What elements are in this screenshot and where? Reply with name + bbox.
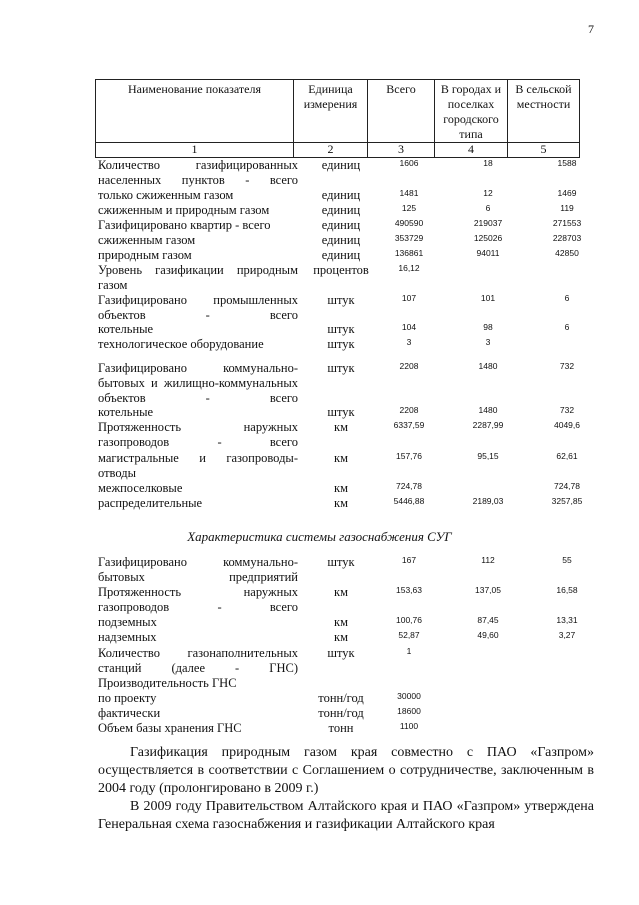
row-label: Протяженность наружных газопроводов - всего <box>98 420 298 449</box>
value-total: 724,78 <box>396 481 422 491</box>
row-label: межпоселковые <box>98 481 183 495</box>
row-label: Производительность ГНС <box>98 676 237 690</box>
row-unit: штук <box>327 555 355 569</box>
value-urban: 12 <box>483 188 493 198</box>
value-total: 107 <box>401 293 417 303</box>
row-unit: штук <box>327 293 355 307</box>
value-total: 136861 <box>394 248 424 258</box>
row-unit: км <box>334 481 348 495</box>
value-urban: 112 <box>481 555 495 565</box>
value-total: 1606 <box>399 158 419 168</box>
value-urban: 87,45 <box>477 615 499 625</box>
row-label: природным газом <box>98 248 192 262</box>
value-rural: 55 <box>562 555 572 565</box>
row-unit: штук <box>327 322 355 336</box>
value-total: 6337,59 <box>393 420 425 430</box>
header-urban: В городах и поселках городского типа <box>435 80 508 143</box>
value-total: 18600 <box>397 706 421 716</box>
value-urban: 137,05 <box>475 585 501 595</box>
value-urban: 101 <box>480 293 496 303</box>
row-label: Газифицировано коммунально-бытовых предприятий <box>98 555 298 584</box>
value-rural: 732 <box>559 405 575 415</box>
value-total: 52,87 <box>398 630 420 640</box>
row-unit: км <box>334 451 348 465</box>
value-rural: 16,58 <box>556 585 578 595</box>
row-label: Газифицировано коммунально-бытовых и жилищно-коммунальных объектов - всего <box>98 361 298 405</box>
value-total: 16,12 <box>398 263 420 273</box>
value-urban: 94011 <box>476 248 500 258</box>
header-indicator-name: Наименование показателя <box>96 80 294 143</box>
value-urban: 3 <box>485 337 491 347</box>
row-label: фактически <box>98 706 161 720</box>
value-rural: 6 <box>564 293 570 303</box>
row-unit: км <box>334 585 348 599</box>
row-label: Протяженность наружных газопроводов - всего <box>98 585 298 614</box>
value-urban: 49,60 <box>477 630 499 640</box>
value-urban: 219037 <box>473 218 503 228</box>
row-unit: тонн/год <box>318 706 364 720</box>
header-number-3: 3 <box>368 143 435 158</box>
value-urban: 18 <box>483 158 493 168</box>
value-total: 153,63 <box>396 585 422 595</box>
value-rural: 42850 <box>555 248 579 258</box>
value-total: 100,76 <box>396 615 422 625</box>
row-unit: единиц <box>321 233 361 247</box>
paragraph: В 2009 году Правительством Алтайского края и ПАО «Газпром» утверждена Генеральная схема газоснабжения и газификации Алтайского края <box>98 799 594 832</box>
row-label: распределительные <box>98 496 203 510</box>
value-total: 1100 <box>399 721 419 731</box>
value-total: 104 <box>401 322 417 332</box>
row-label: котельные <box>98 405 154 419</box>
row-unit: единиц <box>321 158 361 172</box>
row-label: Газифицировано промышленных объектов - всего <box>98 293 298 322</box>
row-unit: км <box>334 630 348 644</box>
value-rural: 732 <box>559 361 575 371</box>
header-number-5: 5 <box>508 143 580 158</box>
row-unit: тонн <box>328 721 354 735</box>
row-unit: км <box>334 615 348 629</box>
paragraph: Газификация природным газом края совместно с ПАО «Газпром» осуществляется в соответствии с Соглашением о сотрудничестве, заключенным в 2004 году (пролонгировано в 2009 г.) <box>98 745 594 796</box>
row-unit: единиц <box>321 248 361 262</box>
value-rural: 62,61 <box>556 451 578 461</box>
value-total: 3 <box>406 337 412 347</box>
row-label: Количество газонаполнительных станций (далее - ГНС) <box>98 646 298 675</box>
value-urban: 2287,99 <box>472 420 504 430</box>
page-number: 7 <box>588 22 594 36</box>
row-unit: тонн/год <box>318 691 364 705</box>
row-label: сжиженным и природным газом <box>98 203 270 217</box>
row-unit: единиц <box>321 218 361 232</box>
row-unit: штук <box>327 361 355 375</box>
header-unit: Единица измерения <box>294 80 368 143</box>
row-unit: единиц <box>321 188 361 202</box>
row-label: магистральные и газопроводы-отводы <box>98 451 298 480</box>
row-label: Газифицировано квартир - всего <box>98 218 271 232</box>
value-urban: 2189,03 <box>472 496 504 506</box>
row-label: Объем базы хранения ГНС <box>98 721 242 735</box>
value-total: 2208 <box>399 361 419 371</box>
value-total: 30000 <box>397 691 421 701</box>
row-label: Уровень газификации природным газом <box>98 263 298 292</box>
row-unit: км <box>334 496 348 510</box>
value-urban: 1480 <box>478 361 498 371</box>
header-number-2: 2 <box>294 143 368 158</box>
value-total: 157,76 <box>396 451 422 461</box>
row-label: технологическое оборудование <box>98 337 264 351</box>
row-label: надземных <box>98 630 157 644</box>
header-number-1: 1 <box>96 143 294 158</box>
row-label: сжиженным газом <box>98 233 196 247</box>
value-total: 167 <box>401 555 417 565</box>
value-rural: 1469 <box>557 188 577 198</box>
row-unit: км <box>334 420 348 434</box>
value-urban: 95,15 <box>477 451 499 461</box>
value-total: 490590 <box>394 218 424 228</box>
header-rural: В сельской местности <box>508 80 580 143</box>
header-total: Всего <box>368 80 435 143</box>
row-unit: штук <box>327 337 355 351</box>
value-urban: 6 <box>485 203 491 213</box>
row-unit: единиц <box>321 203 361 217</box>
value-rural: 3257,85 <box>551 496 583 506</box>
row-unit: процентов <box>313 263 369 277</box>
value-rural: 271553 <box>552 218 582 228</box>
row-label: подземных <box>98 615 157 629</box>
value-total: 2208 <box>399 405 419 415</box>
value-total: 1 <box>406 646 412 656</box>
value-total: 125 <box>401 203 417 213</box>
row-label: котельные <box>98 322 154 336</box>
value-rural: 228703 <box>552 233 582 243</box>
value-rural: 4049,6 <box>554 420 580 430</box>
value-rural: 6 <box>564 322 570 332</box>
value-rural: 13,31 <box>556 615 578 625</box>
header-number-4: 4 <box>435 143 508 158</box>
value-rural: 1588 <box>557 158 577 168</box>
value-rural: 3,27 <box>558 630 576 640</box>
row-label: только сжиженным газом <box>98 188 234 202</box>
row-label: по проекту <box>98 691 157 705</box>
row-label: Количество газифицированных населенных пунктов - всего <box>98 158 298 187</box>
value-rural: 119 <box>560 203 574 213</box>
section-title: Характеристика системы газоснабжения СУГ <box>187 529 452 544</box>
value-urban: 125026 <box>473 233 503 243</box>
value-total: 353729 <box>394 233 424 243</box>
table-header <box>95 79 580 158</box>
row-unit: штук <box>327 646 355 660</box>
row-unit: штук <box>327 405 355 419</box>
value-urban: 1480 <box>478 405 498 415</box>
value-rural: 724,78 <box>554 481 580 491</box>
value-total: 1481 <box>399 188 419 198</box>
value-urban: 98 <box>483 322 493 332</box>
value-total: 5446,88 <box>393 496 425 506</box>
